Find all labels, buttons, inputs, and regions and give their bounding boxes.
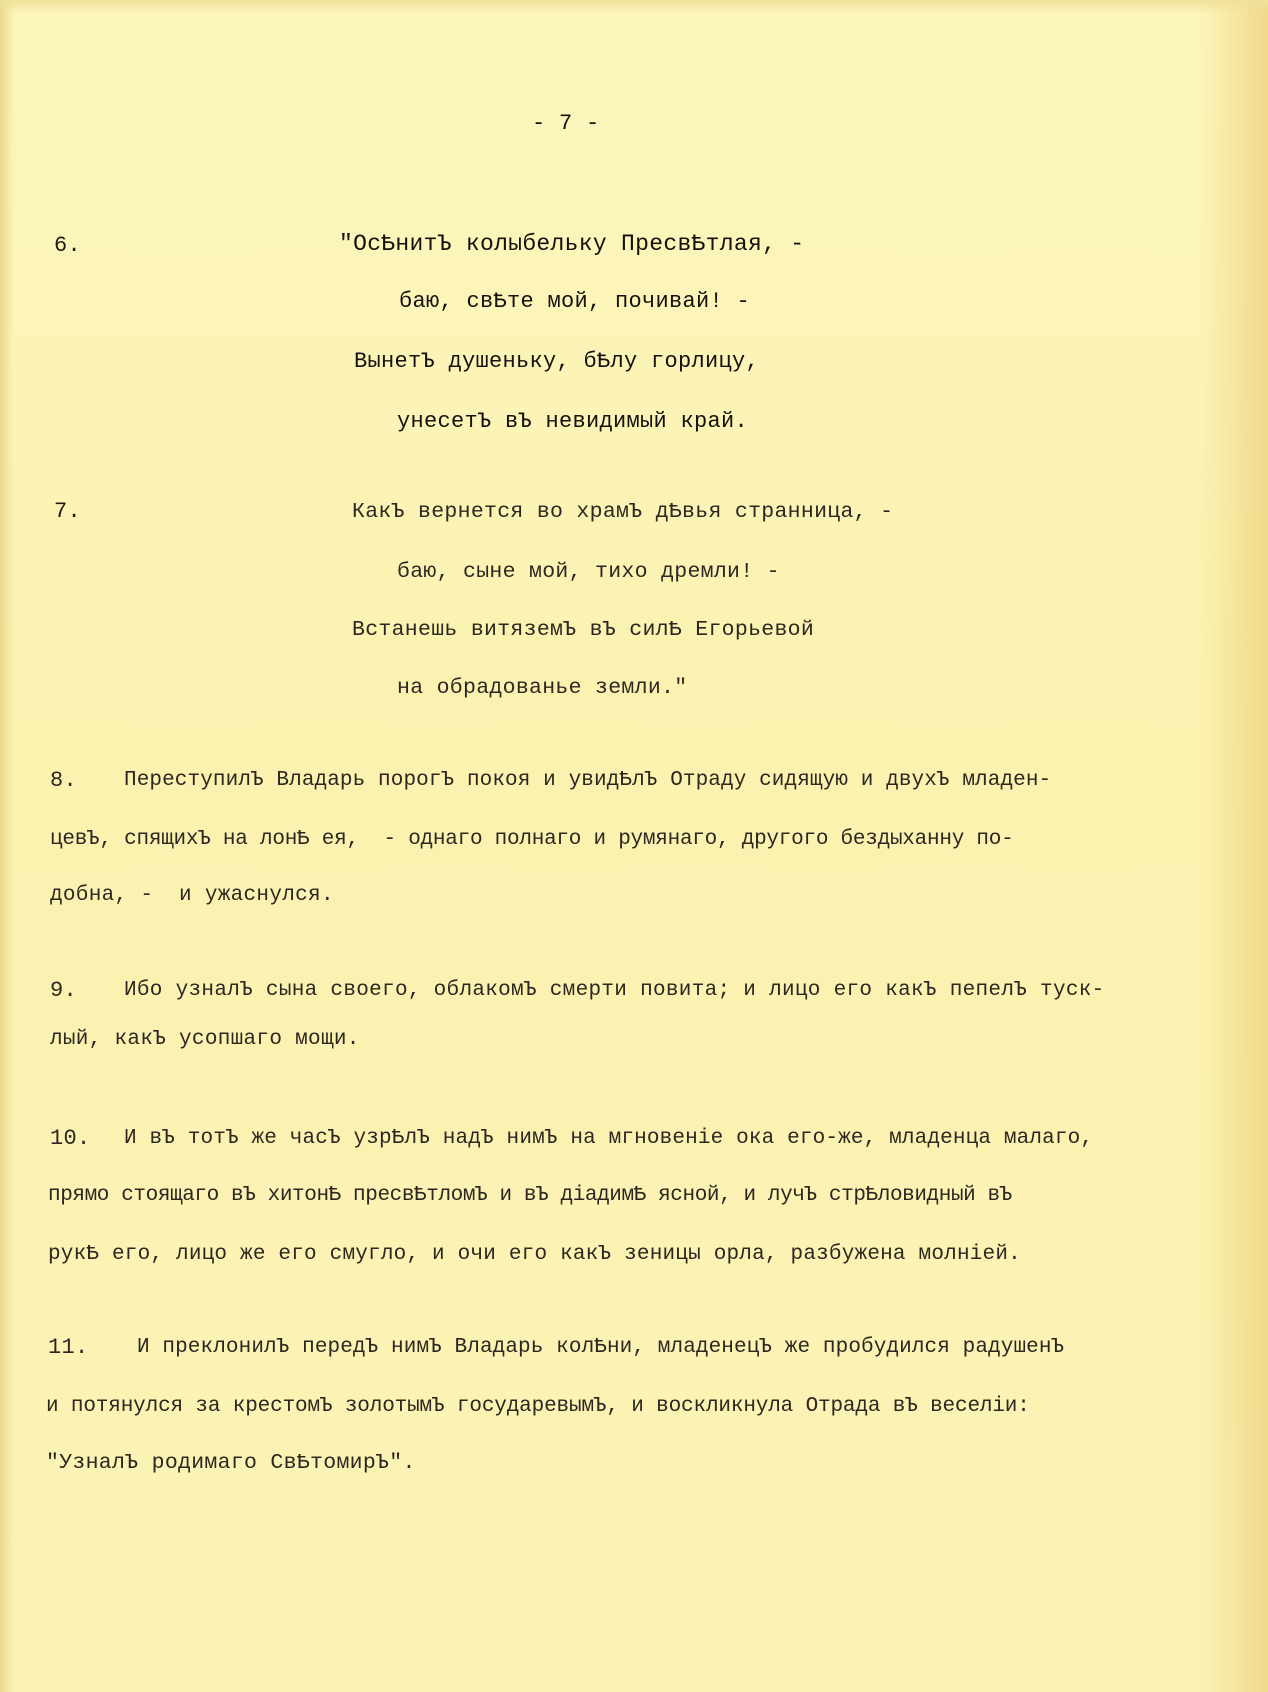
stanza-7-line-4: на обрадованье земли." (397, 676, 688, 700)
stanza-6-line-1: "ОсѢнитЪ колыбельку ПресвѢтлая, - (339, 231, 805, 257)
paper-edge-top (0, 0, 1268, 14)
paragraph-8-line-1: ПереступилЪ Владарь порогЪ покоя и увидѢлЪ Отраду сидящую и двухЪ младен- (124, 769, 1052, 792)
stanza-7-line-3: Встанешь витяземЪ вЪ силѢ Егорьевой (352, 618, 815, 642)
paragraph-8-number: 8. (50, 768, 78, 793)
paragraph-10-line-1: И вЪ тотЪ же часЪ узрѢлЪ надЪ нимЪ на мгновенiе ока его-же, младенца малаго, (124, 1127, 1094, 1150)
stanza-6-line-4: унесетЪ вЪ невидимый край. (397, 409, 749, 434)
stanza-6-line-3: ВынетЪ душеньку, бѢлу горлицу, (354, 349, 760, 374)
stanza-7-number: 7. (54, 499, 82, 524)
paragraph-9-line-2: лый, какЪ усопшаго мощи. (50, 1028, 360, 1051)
paragraph-10-line-2: прямо стоящаго вЪ хитонѢ пресвѢтломЪ и вЪ дiадимѢ ясной, и лучЪ стрѢловидный вЪ (48, 1184, 1012, 1207)
paragraph-10-number: 10. (50, 1126, 91, 1151)
stanza-6-line-2: баю, свѢте мой, почивай! - (399, 289, 751, 314)
stanza-6-number: 6. (54, 233, 82, 258)
paragraph-8-line-2: цевЪ, спящихЪ на лонѢ ея, - однаго полнаго и румянаго, другого бездыханну по- (50, 828, 1014, 851)
paragraph-11-line-2: и потянулся за крестомЪ золотымЪ государевымЪ, и воскликнула Отрада вЪ веселiи: (46, 1395, 1030, 1418)
paper-edge-left (0, 0, 14, 1692)
stanza-7-line-1: КакЪ вернется во храмЪ дѢвья странница, - (352, 500, 894, 524)
paragraph-11-number: 11. (48, 1335, 89, 1360)
paragraph-8-line-3: добна, - и ужаснулся. (50, 884, 334, 907)
paragraph-9-number: 9. (50, 978, 78, 1003)
paragraph-9-line-1: Ибо узналЪ сына своего, облакомЪ смерти повита; и лицо его какЪ пепелЪ туск- (124, 979, 1105, 1002)
stanza-7-line-2: баю, сыне мой, тихо дремли! - (397, 560, 780, 584)
paper-edge-right (1198, 0, 1268, 1692)
paragraph-11-line-3: "УзналЪ родимаго СвѢтомирЪ". (46, 1451, 416, 1475)
page-number: - 7 - (532, 111, 600, 136)
paragraph-11-line-1: И преклонилЪ передЪ нимЪ Владарь колѢни, младенецЪ же пробудился радушенЪ (137, 1336, 1065, 1359)
paragraph-10-line-3: рукѢ его, лицо же его смугло, и очи его какЪ зеницы орла, разбужена молнiей. (48, 1243, 1021, 1266)
